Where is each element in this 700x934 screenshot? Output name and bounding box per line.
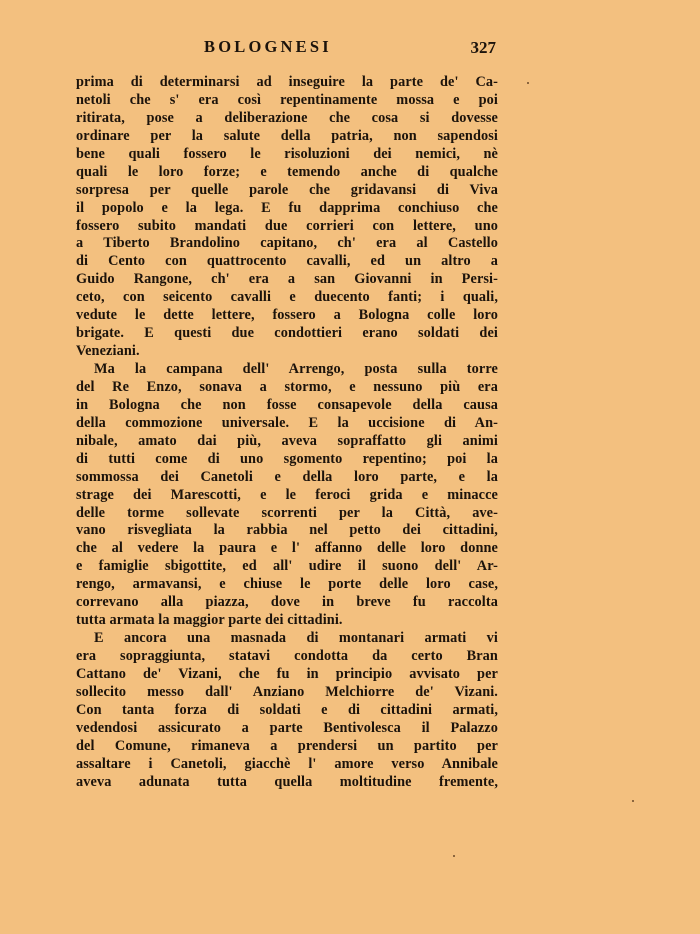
text-line: E ancora una masnada di montanari armati vi — [94, 630, 498, 647]
text-line: aveva adunata tutta quella moltitudine fremente, — [76, 773, 498, 790]
text-line: ritirata, pose a deliberazione che cosa si dovesse — [76, 109, 498, 126]
text-line: fossero subito mandati due corrieri con lettere, uno — [76, 217, 498, 234]
text-line: del Comune, rimaneva a prendersi un partito per — [76, 737, 498, 754]
paper-speck — [632, 800, 634, 802]
text-line: Con tanta forza di soldati e di cittadini armati, — [76, 701, 498, 718]
text-line: in Bologna che non fosse consapevole della causa — [76, 396, 498, 413]
text-line: del Re Enzo, sonava a stormo, e nessuno più era — [76, 378, 498, 395]
text-line: di tutti come di uno sgomento repentino; poi la — [76, 450, 498, 467]
text-line: di Cento con quattrocento cavalli, ed un altro a — [76, 253, 498, 270]
text-line: sorpresa per quelle parole che gridavansi di Viva — [76, 181, 498, 198]
text-line: vano risvegliata la rabbia nel petto dei cittadini, — [76, 522, 498, 539]
text-line: brigate. E questi due condottieri erano soldati dei — [76, 325, 498, 342]
text-line: e famiglie sbigottite, ed all' udire il suono dell' Ar- — [76, 558, 498, 575]
text-line: che al vedere la paura e l' affanno delle loro donne — [76, 540, 498, 557]
text-line: strage dei Marescotti, e le feroci grida e minacce — [76, 486, 498, 503]
text-line: Veneziani. — [76, 343, 140, 360]
text-line: a Tiberto Brandolino capitano, ch' era al Castello — [76, 235, 498, 252]
text-line: vedute le dette lettere, fossero a Bologna colle loro — [76, 307, 498, 324]
text-line: il popolo e la lega. E fu dapprima conchiuso che — [76, 199, 498, 216]
text-line: netoli che s' era così repentinamente mossa e poi — [76, 91, 498, 108]
text-line: vedendosi assicurato a parte Bentivolesca il Palazzo — [76, 719, 498, 736]
text-line: assaltare i Canetoli, giacchè l' amore verso Annibale — [76, 755, 498, 772]
text-line: era sopraggiunta, statavi condotta da certo Bran — [76, 648, 498, 664]
running-title: BOLOGNESI — [204, 37, 332, 56]
text-line: ceto, con seicento cavalli e duecento fanti; i quali, — [76, 289, 498, 306]
text-line: rengo, armavansi, e chiuse le porte delle loro case, — [76, 576, 498, 593]
running-head — [78, 36, 498, 60]
text-line: delle torme sollevate scorrenti per la Città, ave- — [76, 504, 498, 521]
text-line: quali le loro forze; e temendo anche di qualche — [76, 163, 498, 180]
text-line: ordinare per la salute della patria, non sapendosi — [76, 127, 498, 144]
text-line: nibale, amato dai più, aveva sopraffatto gli animi — [76, 432, 498, 449]
text-line: sommossa dei Canetoli e della loro parte, e la — [76, 468, 498, 485]
text-line: bene quali fossero le risoluzioni dei nemici, nè — [76, 145, 498, 162]
page-number: 327 — [470, 38, 496, 57]
paper-speck — [453, 855, 455, 857]
body-text — [76, 74, 498, 792]
text-line: prima di determinarsi ad inseguire la parte de' Ca- — [76, 74, 498, 90]
text-line: della commozione universale. E la uccisione di An- — [76, 414, 498, 431]
text-line: tutta armata la maggior parte dei cittadini. — [76, 612, 343, 629]
text-line: Cattano de' Vizani, che fu in principio avvisato per — [76, 665, 498, 682]
text-line: correvano alla piazza, dove in breve fu raccolta — [76, 594, 498, 611]
text-line: Guido Rangone, ch' era a san Giovanni in Persi- — [76, 271, 498, 288]
text-line: Ma la campana dell' Arrengo, posta sulla torre — [94, 361, 498, 377]
text-line: sollecito messo dall' Anziano Melchiorre de' Vizani. — [76, 683, 498, 700]
paper-speck — [527, 82, 529, 84]
